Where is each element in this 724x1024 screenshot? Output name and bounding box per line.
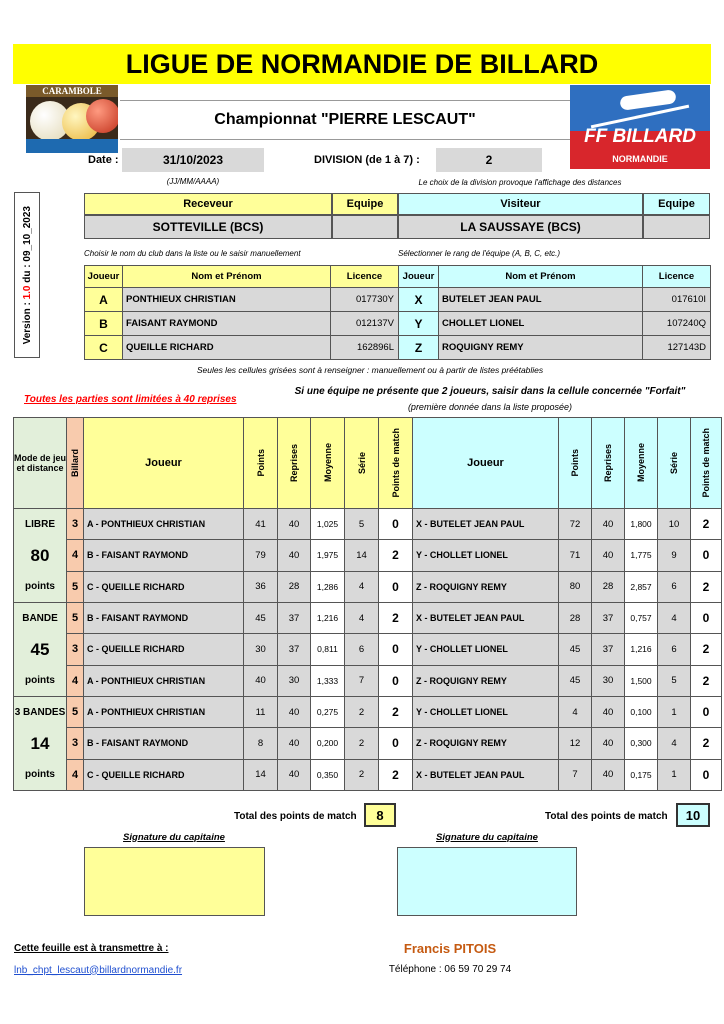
- away-reprises[interactable]: 40: [592, 728, 625, 759]
- away-player[interactable]: Z - ROQUIGNY REMY: [413, 571, 559, 602]
- home-player-letter: A: [85, 288, 123, 312]
- home-reprises[interactable]: 28: [278, 571, 311, 602]
- home-col-joueur: Joueur: [85, 266, 123, 288]
- col-away-serie: Série: [669, 451, 679, 475]
- contact-name: Francis PITOIS: [403, 940, 497, 956]
- away-points[interactable]: 80: [559, 571, 592, 602]
- date-hint: (JJ/MM/AAAA): [166, 176, 220, 186]
- home-player-licence[interactable]: 017730Y: [331, 288, 399, 312]
- logo-text: FF BILLARD: [584, 126, 696, 147]
- page-title: LIGUE DE NORMANDIE DE BILLARD: [13, 44, 711, 84]
- billard-number: 4: [67, 665, 84, 696]
- home-signature-box[interactable]: [84, 847, 265, 916]
- version-box: [14, 192, 40, 358]
- home-player[interactable]: A - PONTHIEUX CHRISTIAN: [84, 697, 244, 728]
- away-serie[interactable]: 4: [658, 728, 691, 759]
- away-serie[interactable]: 1: [658, 759, 691, 790]
- away-pts-match: 0: [691, 697, 722, 728]
- home-player-licence[interactable]: 162896L: [331, 336, 399, 360]
- match-row: [14, 571, 722, 602]
- contact-phone: Téléphone : 06 59 70 29 74: [388, 963, 512, 975]
- away-reprises[interactable]: 37: [592, 603, 625, 634]
- away-player-name[interactable]: CHOLLET LIONEL: [439, 312, 643, 336]
- mode-name: 3 BANDES: [14, 707, 66, 718]
- billard-number: 3: [67, 509, 84, 540]
- away-serie[interactable]: 6: [658, 571, 691, 602]
- home-equipe-header: Equipe: [332, 193, 398, 215]
- home-pts-match: 2: [379, 603, 413, 634]
- col-mode: Mode de jeu et distance: [14, 418, 67, 509]
- home-serie[interactable]: 5: [345, 509, 379, 540]
- away-pts-match: 2: [691, 571, 722, 602]
- mode-cell: [14, 603, 67, 697]
- home-points[interactable]: 41: [244, 509, 278, 540]
- home-reprises[interactable]: 37: [278, 634, 311, 665]
- away-reprises[interactable]: 37: [592, 634, 625, 665]
- away-player[interactable]: Y - CHOLLET LIONEL: [413, 634, 559, 665]
- away-equipe-field[interactable]: [643, 215, 710, 239]
- home-player[interactable]: B - FAISANT RAYMOND: [84, 728, 244, 759]
- home-reprises[interactable]: 40: [278, 759, 311, 790]
- home-col-nom: Nom et Prénom: [123, 266, 331, 288]
- away-serie[interactable]: 5: [658, 665, 691, 696]
- home-pts-match: 2: [379, 697, 413, 728]
- match-row: [14, 634, 722, 665]
- away-pts-match: 0: [691, 603, 722, 634]
- home-pts-match: 2: [379, 540, 413, 571]
- home-pts-match: 0: [379, 634, 413, 665]
- home-header: Receveur: [84, 193, 332, 215]
- home-player-letter: C: [85, 336, 123, 360]
- match-row: [14, 665, 722, 696]
- results-table: [13, 417, 711, 791]
- mode-name: BANDE: [22, 613, 58, 624]
- away-points[interactable]: 72: [559, 509, 592, 540]
- transmit-label: Cette feuille est à transmettre à :: [14, 942, 169, 954]
- away-player-letter: Y: [399, 312, 439, 336]
- match-row: [14, 697, 722, 728]
- division-hint: Le choix de la division provoque l'affichage des distances: [418, 177, 622, 187]
- away-serie[interactable]: 6: [658, 634, 691, 665]
- away-points[interactable]: 4: [559, 697, 592, 728]
- grey-cells-note: Seules les cellules grisées sont à renseigner : manuellement ou à partir de listes préétablies: [196, 365, 544, 375]
- home-player[interactable]: A - PONTHIEUX CHRISTIAN: [84, 509, 244, 540]
- home-player[interactable]: C - QUEILLE RICHARD: [84, 759, 244, 790]
- home-total-value: 8: [364, 803, 396, 827]
- ff-billard-logo: [570, 85, 710, 169]
- forfait-note: Si une équipe ne présente que 2 joueurs, saisir dans la cellule concernée "Forfait": [294, 385, 686, 397]
- home-player-letter: B: [85, 312, 123, 336]
- logo-subtitle: NORMANDIE: [612, 154, 668, 164]
- away-player[interactable]: Z - ROQUIGNY REMY: [413, 728, 559, 759]
- col-away-moyenne: Moyenne: [636, 443, 646, 483]
- division-field[interactable]: 2: [436, 148, 542, 172]
- version-label: Version : 1.0 du : 09_10_2023: [21, 205, 33, 345]
- away-moyenne: 0,757: [625, 603, 658, 634]
- billard-number: 5: [67, 603, 84, 634]
- home-pts-match: 0: [379, 728, 413, 759]
- away-reprises[interactable]: 40: [592, 540, 625, 571]
- home-moyenne: 0,811: [311, 634, 345, 665]
- away-player-licence[interactable]: 127143D: [643, 336, 711, 360]
- away-pts-match: 0: [691, 759, 722, 790]
- away-reprises[interactable]: 30: [592, 665, 625, 696]
- home-reprises[interactable]: 40: [278, 540, 311, 571]
- home-points[interactable]: 79: [244, 540, 278, 571]
- match-row: [14, 759, 722, 790]
- col-home-serie: Série: [356, 451, 367, 475]
- away-col-nom: Nom et Prénom: [439, 266, 643, 288]
- away-moyenne: 0,175: [625, 759, 658, 790]
- col-home-pts-match: Points de match: [390, 428, 401, 498]
- col-billard: Billard: [70, 448, 80, 477]
- away-moyenne: 1,500: [625, 665, 658, 696]
- away-serie[interactable]: 1: [658, 697, 691, 728]
- col-away-pts-match: Points de match: [701, 428, 711, 498]
- away-col-joueur: Joueur: [399, 266, 439, 288]
- home-serie[interactable]: 4: [345, 603, 379, 634]
- away-total-label: Total des points de match: [545, 810, 668, 822]
- mode-distance: 80: [30, 546, 50, 565]
- home-player-name[interactable]: QUEILLE RICHARD: [123, 336, 331, 360]
- mode-cell: [14, 697, 67, 791]
- away-hint: Sélectionner le rang de l'équipe (A, B, C, etc.): [398, 248, 561, 258]
- division-label: DIVISION (de 1 à 7) :: [314, 154, 420, 166]
- home-serie[interactable]: 2: [345, 728, 379, 759]
- home-hint: Choisir le nom du club dans la liste ou le saisir manuellement: [84, 248, 301, 258]
- home-points[interactable]: 30: [244, 634, 278, 665]
- mode-unit: points: [25, 675, 55, 686]
- home-player[interactable]: B - FAISANT RAYMOND: [84, 603, 244, 634]
- away-points[interactable]: 45: [559, 634, 592, 665]
- home-pts-match: 0: [379, 571, 413, 602]
- match-row: [14, 603, 722, 634]
- away-player[interactable]: Y - CHOLLET LIONEL: [413, 697, 559, 728]
- away-equipe-header: Equipe: [643, 193, 710, 215]
- away-player-licence[interactable]: 107240Q: [643, 312, 711, 336]
- away-pts-match: 2: [691, 728, 722, 759]
- col-home-joueur: Joueur: [84, 418, 244, 509]
- home-serie[interactable]: 2: [345, 697, 379, 728]
- home-reprises[interactable]: 37: [278, 603, 311, 634]
- away-points[interactable]: 71: [559, 540, 592, 571]
- home-player[interactable]: B - FAISANT RAYMOND: [84, 540, 244, 571]
- home-player[interactable]: A - PONTHIEUX CHRISTIAN: [84, 665, 244, 696]
- away-pts-match: 2: [691, 634, 722, 665]
- away-total-value: 10: [676, 803, 710, 827]
- away-players-table: [398, 265, 710, 360]
- home-points[interactable]: 40: [244, 665, 278, 696]
- home-moyenne: 0,350: [311, 759, 345, 790]
- contact-email-link[interactable]: lnb_chpt_lescaut@billardnormandie.fr: [14, 964, 183, 976]
- away-club-field[interactable]: LA SAUSSAYE (BCS): [398, 215, 643, 239]
- col-away-reprises: Reprises: [603, 443, 613, 483]
- away-moyenne: 1,216: [625, 634, 658, 665]
- away-player-licence[interactable]: 017610I: [643, 288, 711, 312]
- home-player-licence[interactable]: 012137V: [331, 312, 399, 336]
- billard-number: 4: [67, 540, 84, 571]
- away-points[interactable]: 28: [559, 603, 592, 634]
- home-serie[interactable]: 4: [345, 571, 379, 602]
- away-player[interactable]: Z - ROQUIGNY REMY: [413, 665, 559, 696]
- col-home-points: Points: [255, 449, 266, 477]
- home-pts-match: 0: [379, 665, 413, 696]
- home-reprises[interactable]: 40: [278, 509, 311, 540]
- home-moyenne: 1,216: [311, 603, 345, 634]
- away-player[interactable]: X - BUTELET JEAN PAUL: [413, 603, 559, 634]
- mode-unit: points: [25, 581, 55, 592]
- home-player-name[interactable]: FAISANT RAYMOND: [123, 312, 331, 336]
- away-player-name[interactable]: ROQUIGNY REMY: [439, 336, 643, 360]
- home-reprises[interactable]: 40: [278, 728, 311, 759]
- home-reprises[interactable]: 30: [278, 665, 311, 696]
- date-field[interactable]: 31/10/2023: [122, 148, 264, 172]
- away-moyenne: 2,857: [625, 571, 658, 602]
- away-player-letter: X: [399, 288, 439, 312]
- home-player[interactable]: C - QUEILLE RICHARD: [84, 634, 244, 665]
- home-player[interactable]: C - QUEILLE RICHARD: [84, 571, 244, 602]
- away-player[interactable]: X - BUTELET JEAN PAUL: [413, 759, 559, 790]
- mode-unit: points: [25, 769, 55, 780]
- home-serie[interactable]: 2: [345, 759, 379, 790]
- match-row: [14, 540, 722, 571]
- match-row: [14, 728, 722, 759]
- mode-cell: [14, 509, 67, 603]
- away-moyenne: 1,775: [625, 540, 658, 571]
- home-moyenne: 1,333: [311, 665, 345, 696]
- col-home-reprises: Reprises: [289, 443, 299, 483]
- home-points[interactable]: 8: [244, 728, 278, 759]
- home-moyenne: 1,286: [311, 571, 345, 602]
- ball-red-icon: [86, 99, 118, 133]
- away-player-letter: Z: [399, 336, 439, 360]
- away-signature-box[interactable]: [397, 847, 577, 916]
- away-moyenne: 0,300: [625, 728, 658, 759]
- home-moyenne: 0,275: [311, 697, 345, 728]
- home-signature-label: Signature du capitaine: [123, 831, 225, 843]
- away-points[interactable]: 45: [559, 665, 592, 696]
- home-points[interactable]: 14: [244, 759, 278, 790]
- home-pts-match: 2: [379, 759, 413, 790]
- away-pts-match: 2: [691, 665, 722, 696]
- billard-number: 3: [67, 634, 84, 665]
- away-reprises[interactable]: 40: [592, 759, 625, 790]
- away-col-licence: Licence: [643, 266, 711, 288]
- home-serie[interactable]: 6: [345, 634, 379, 665]
- home-points[interactable]: 11: [244, 697, 278, 728]
- away-header: Visiteur: [398, 193, 643, 215]
- away-player-name[interactable]: BUTELET JEAN PAUL: [439, 288, 643, 312]
- mode-distance: 14: [30, 734, 50, 753]
- away-pts-match: 2: [691, 509, 722, 540]
- mode-distance: 45: [30, 640, 50, 659]
- home-moyenne: 1,975: [311, 540, 345, 571]
- limit-note: Toutes les parties sont limitées à 40 reprises: [24, 393, 237, 405]
- away-player[interactable]: Y - CHOLLET LIONEL: [413, 540, 559, 571]
- home-moyenne: 1,025: [311, 509, 345, 540]
- away-points[interactable]: 7: [559, 759, 592, 790]
- carambole-logo: [26, 85, 118, 153]
- billard-number: 5: [67, 697, 84, 728]
- away-points[interactable]: 12: [559, 728, 592, 759]
- away-signature-label: Signature du capitaine: [436, 831, 538, 843]
- away-moyenne: 0,100: [625, 697, 658, 728]
- home-pts-match: 0: [379, 509, 413, 540]
- billiard-player-icon: [619, 89, 676, 111]
- away-pts-match: 0: [691, 540, 722, 571]
- away-reprises[interactable]: 40: [592, 509, 625, 540]
- away-serie[interactable]: 9: [658, 540, 691, 571]
- mode-name: LIBRE: [25, 519, 55, 530]
- col-home-moyenne: Moyenne: [322, 443, 333, 483]
- col-away-joueur: Joueur: [413, 418, 559, 509]
- home-reprises[interactable]: 40: [278, 697, 311, 728]
- home-equipe-field[interactable]: [332, 215, 398, 239]
- carambole-label: CARAMBOLE: [26, 85, 118, 97]
- billard-number: 3: [67, 728, 84, 759]
- home-club-field[interactable]: SOTTEVILLE (BCS): [84, 215, 332, 239]
- away-reprises[interactable]: 40: [592, 697, 625, 728]
- forfait-subnote: (première donnée dans la liste proposée): [407, 402, 573, 412]
- billard-number: 4: [67, 759, 84, 790]
- billard-number: 5: [67, 571, 84, 602]
- home-serie[interactable]: 14: [345, 540, 379, 571]
- away-serie[interactable]: 10: [658, 509, 691, 540]
- away-reprises[interactable]: 28: [592, 571, 625, 602]
- away-player[interactable]: X - BUTELET JEAN PAUL: [413, 509, 559, 540]
- away-serie[interactable]: 4: [658, 603, 691, 634]
- home-serie[interactable]: 7: [345, 665, 379, 696]
- home-player-name[interactable]: PONTHIEUX CHRISTIAN: [123, 288, 331, 312]
- home-total-label: Total des points de match: [234, 810, 357, 822]
- home-moyenne: 0,200: [311, 728, 345, 759]
- home-col-licence: Licence: [331, 266, 399, 288]
- away-moyenne: 1,800: [625, 509, 658, 540]
- championship-title: Championnat "PIERRE LESCAUT": [120, 100, 570, 140]
- col-away-points: Points: [570, 449, 580, 477]
- match-row: [14, 509, 722, 540]
- home-points[interactable]: 45: [244, 603, 278, 634]
- date-label: Date :: [88, 154, 119, 166]
- home-players-table: [84, 265, 398, 360]
- home-points[interactable]: 36: [244, 571, 278, 602]
